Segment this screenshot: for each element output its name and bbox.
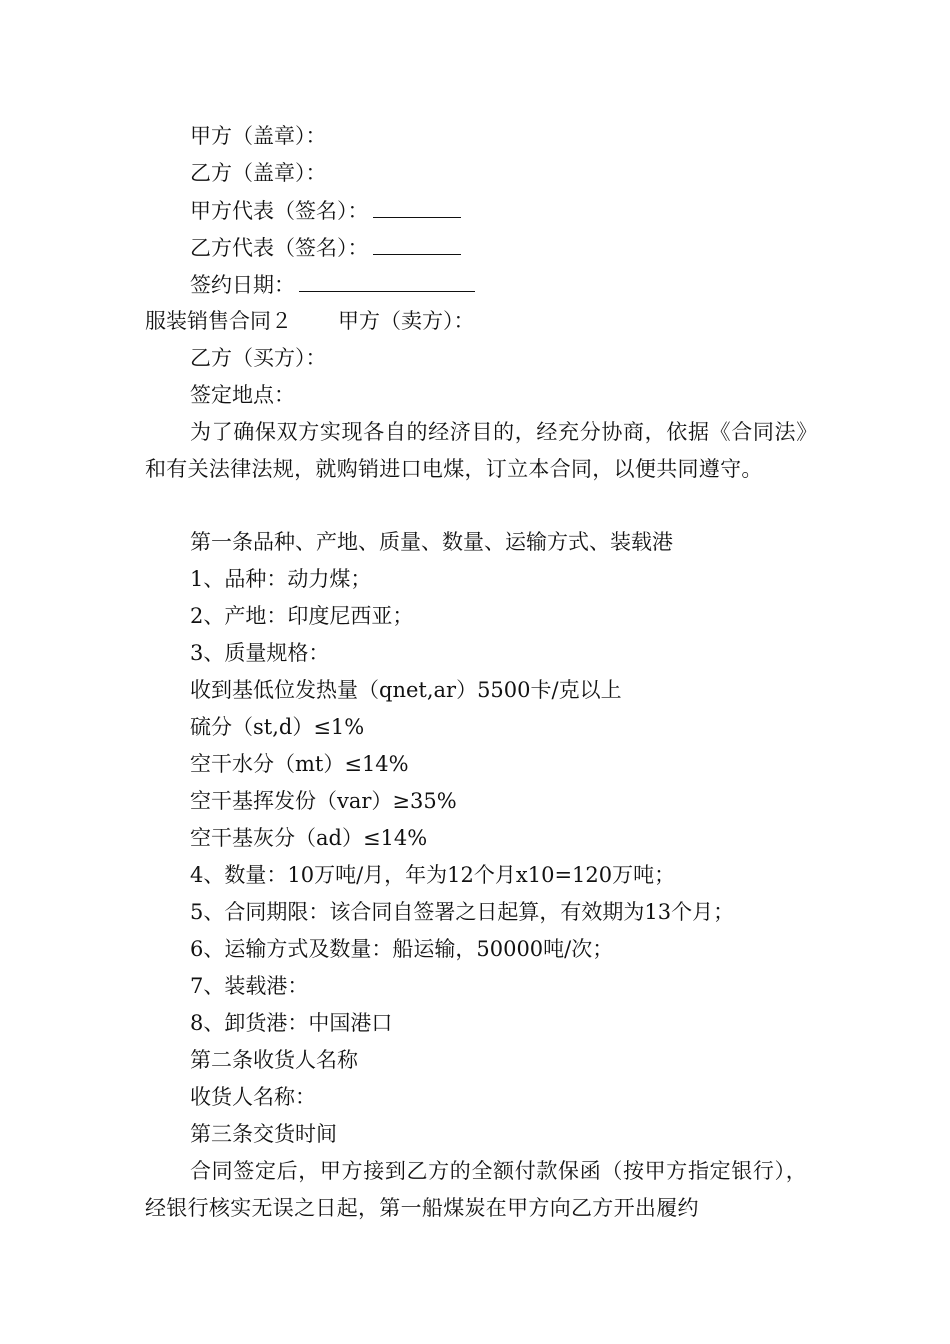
article3-title: 第三条交货时间 xyxy=(190,1122,337,1146)
article2-title: 第二条收货人名称 xyxy=(190,1048,358,1072)
consignee-label: 收货人名称： xyxy=(190,1085,316,1109)
party-a-seal-label: 甲方（盖章）： xyxy=(190,124,327,148)
signature-blank xyxy=(373,232,461,255)
spec-line: 空干水分（mt）≤14% xyxy=(190,752,409,776)
list-item: 2、产地：印度尼西亚； xyxy=(190,604,414,628)
spec-line: 收到基低位发热量（qnet,ar）5500卡/克以上 xyxy=(190,678,622,702)
place-line xyxy=(190,380,295,410)
place-label: 签定地点： xyxy=(190,383,295,407)
signature-blank xyxy=(373,195,461,218)
article3-paragraph: 合同签定后，甲方接到乙方的全额付款保函（按甲方指定银行），经银行核实无误之日起，第一船煤炭在甲方向乙方开出履约 xyxy=(145,1159,807,1220)
spec-line: 硫分（st,d）≤1% xyxy=(190,715,365,739)
sign-date-label: 签约日期： xyxy=(190,273,295,297)
spec-line: 空干基灰分（ad）≤14% xyxy=(190,826,428,850)
sign-date-line xyxy=(190,269,475,300)
party-a-rep-label: 甲方代表（签名）： xyxy=(190,199,369,223)
list-item: 4、数量：10万吨/月，年为12个月x10=120万吨； xyxy=(190,863,676,887)
contract-title: 服装销售合同２ xyxy=(145,309,292,333)
contract2-header-line xyxy=(145,306,475,336)
seller-label: 甲方（卖方）： xyxy=(338,309,475,333)
list-item: 5、合同期限：该合同自签署之日起算，有效期为13个月； xyxy=(190,900,735,924)
spec-line: 空干基挥发份（var）≥35% xyxy=(190,789,457,813)
list-item: 7、装载港： xyxy=(190,974,309,998)
date-blank xyxy=(299,269,475,292)
list-item: 6、运输方式及数量：船运输，50000吨/次； xyxy=(190,937,614,961)
article1-title: 第一条品种、产地、质量、数量、运输方式、装载港 xyxy=(190,530,673,554)
party-b-seal-line xyxy=(190,158,327,188)
buyer-line xyxy=(190,343,327,373)
party-b-rep-line xyxy=(190,232,461,263)
party-a-seal-line xyxy=(190,121,327,151)
list-item: 8、卸货港：中国港口 xyxy=(190,1011,393,1035)
party-a-rep-line xyxy=(190,195,461,226)
intro-paragraph: 为了确保双方实现各自的经济目的，经充分协商，依据《合同法》和有关法律法规，就购销进口电煤，订立本合同，以便共同遵守。 xyxy=(145,420,807,481)
party-b-rep-label: 乙方代表（签名）： xyxy=(190,236,369,260)
list-item: 1、品种：动力煤； xyxy=(190,567,372,591)
buyer-label: 乙方（买方）： xyxy=(190,346,327,370)
list-item: 3、质量规格： xyxy=(190,641,330,665)
party-b-seal-label: 乙方（盖章）： xyxy=(190,161,327,185)
